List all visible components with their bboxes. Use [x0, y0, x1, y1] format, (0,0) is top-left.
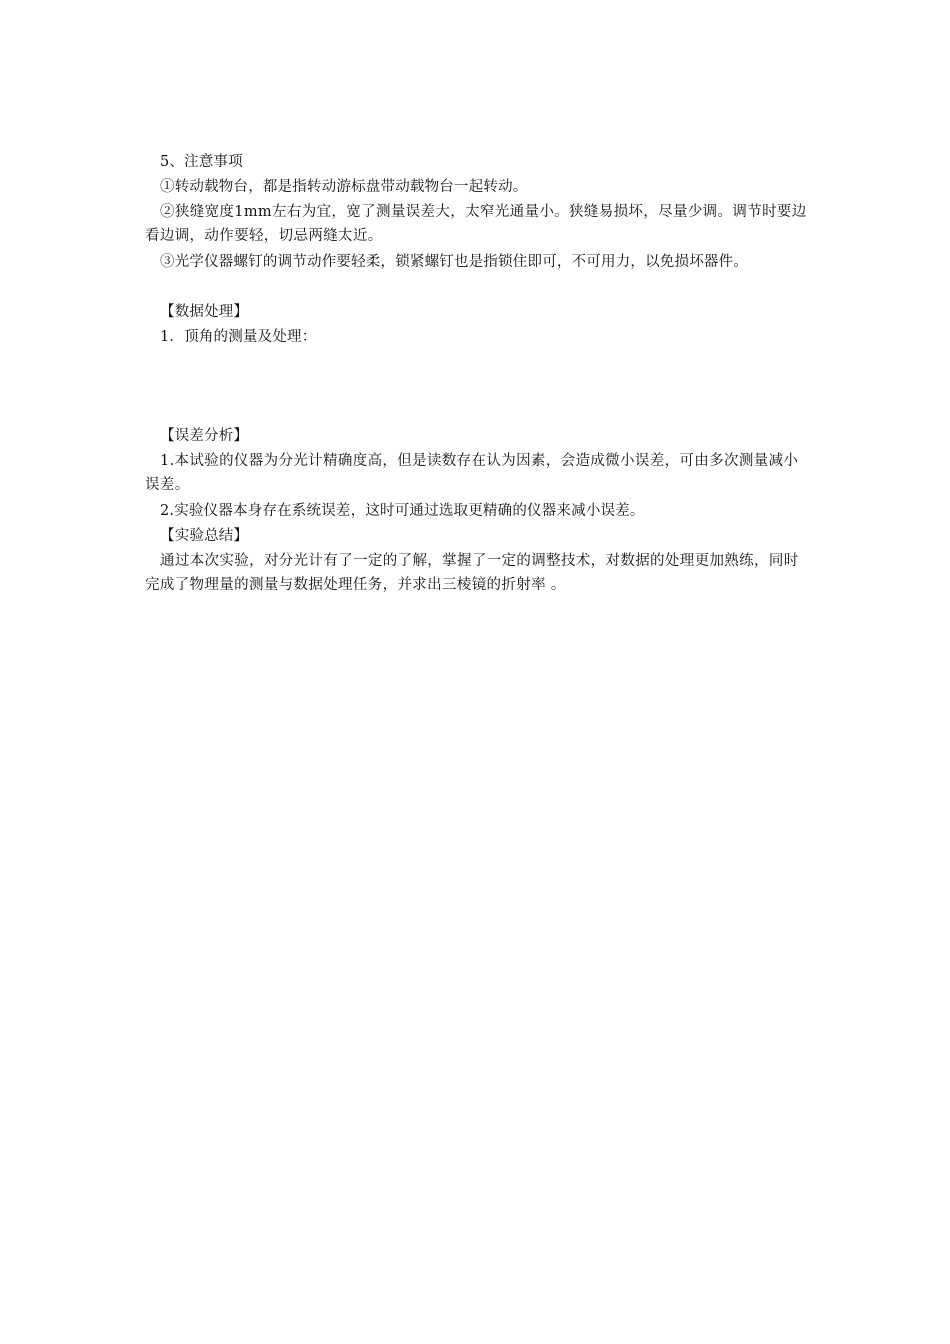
notes-heading: 5、注意事项 [160, 154, 243, 170]
error-analysis-item-2: 2.实验仪器本身存在系统误差，这时可通过选取更精确的仪器来减小误差。 [160, 503, 645, 519]
data-processing-heading: 【数据处理】 [160, 304, 249, 320]
summary-heading: 【实验总结】 [160, 528, 249, 544]
data-processing-item-1: 1．顶角的测量及处理： [160, 329, 317, 345]
note-item-1: ①转动载物台，都是指转动游标盘带动载物台一起转动。 [160, 179, 528, 195]
note-item-2: ②狭缝宽度1mm左右为宜，宽了测量误差大，太窄光通量小。狭缝易损坏，尽量少调。调节时要边看边调，动作要轻，切忌两缝太近。 [145, 204, 807, 244]
error-analysis-heading: 【误差分析】 [160, 428, 249, 444]
error-analysis-item-1: 1.本试验的仪器为分光计精确度高，但是读数存在认为因素，会造成微小误差，可由多次测量减小误差。 [145, 453, 799, 493]
summary-text: 通过本次实验，对分光计有了一定的了解，掌握了一定的调整技术，对数据的处理更加熟练，同时完成了物理量的测量与数据处理任务，并求出三棱镜的折射率 。 [145, 553, 799, 593]
note-item-3: ③光学仪器螺钉的调节动作要轻柔，锁紧螺钉也是指锁住即可，不可用力，以免损坏器件。 [160, 254, 748, 270]
